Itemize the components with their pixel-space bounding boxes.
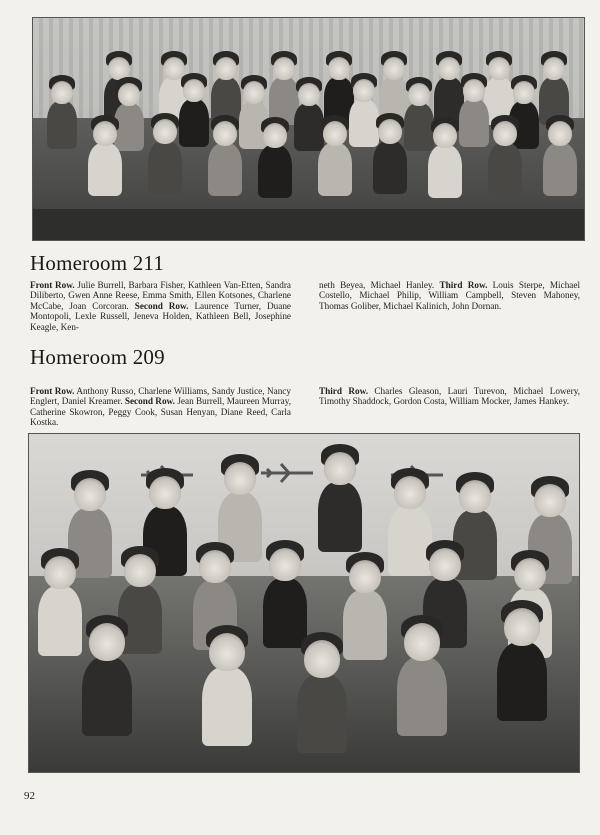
homeroom-209-caption-col2	[319, 386, 580, 407]
caption-text: neth Beyea, Michael Hanley.	[319, 280, 440, 290]
caption-label: Second Row.	[124, 396, 175, 407]
homeroom-211-title: Homeroom 211	[30, 251, 165, 275]
homeroom-209-caption-col1	[30, 386, 291, 428]
caption-label: Third Row.	[439, 280, 488, 290]
caption-label: Second Row.	[134, 300, 189, 311]
caption-text: Louis Sterpe, Michael Costello, Michael Philip, William Campbell, Steven Mahoney, Thomas Goliber, Michael Kalinich, John Dornan.	[319, 280, 580, 311]
caption-text: Laurence Turner, Duane Montopoli, Lexle Russell, Jeneva Holden, Kathleen Bell, Josephine Keagle, Ken-	[30, 300, 292, 332]
homeroom-211-caption-col2	[319, 280, 580, 311]
caption-text: Julie Burrell, Barbara Fisher, Kathleen Van-Etten, Sandra Diliberto, Gwen Anne Reese, Emma Smith, Ellen Kotsones, Charlene McCabe, Joan Corcoran.	[30, 280, 291, 311]
caption-label: Third Row.	[319, 386, 369, 396]
homeroom-209-title: Homeroom 209	[30, 345, 165, 369]
caption-label: Front Row.	[30, 280, 75, 290]
homeroom-211-caption-col1	[30, 280, 291, 332]
caption-text: Jean Burrell, Maureen Murray, Catherine Skowron, Peggy Cook, Susan Henyan, Diane Reed, Carla Kostka.	[30, 396, 291, 428]
page-number: 92	[24, 790, 35, 802]
caption-text: Charles Gleason, Lauri Turevon, Michael Lowery, Timothy Shaddock, Gordon Costa, William Mocker, James Hankey.	[319, 386, 580, 407]
homeroom-209-photo	[28, 433, 580, 773]
caption-text: Anthony Russo, Charlene Williams, Sandy Justice, Nancy Englert, Daniel Kreamer.	[30, 386, 291, 407]
caption-label: Front Row.	[30, 386, 75, 396]
homeroom-211-photo	[32, 17, 585, 241]
airplane-poster-icon	[259, 462, 315, 484]
